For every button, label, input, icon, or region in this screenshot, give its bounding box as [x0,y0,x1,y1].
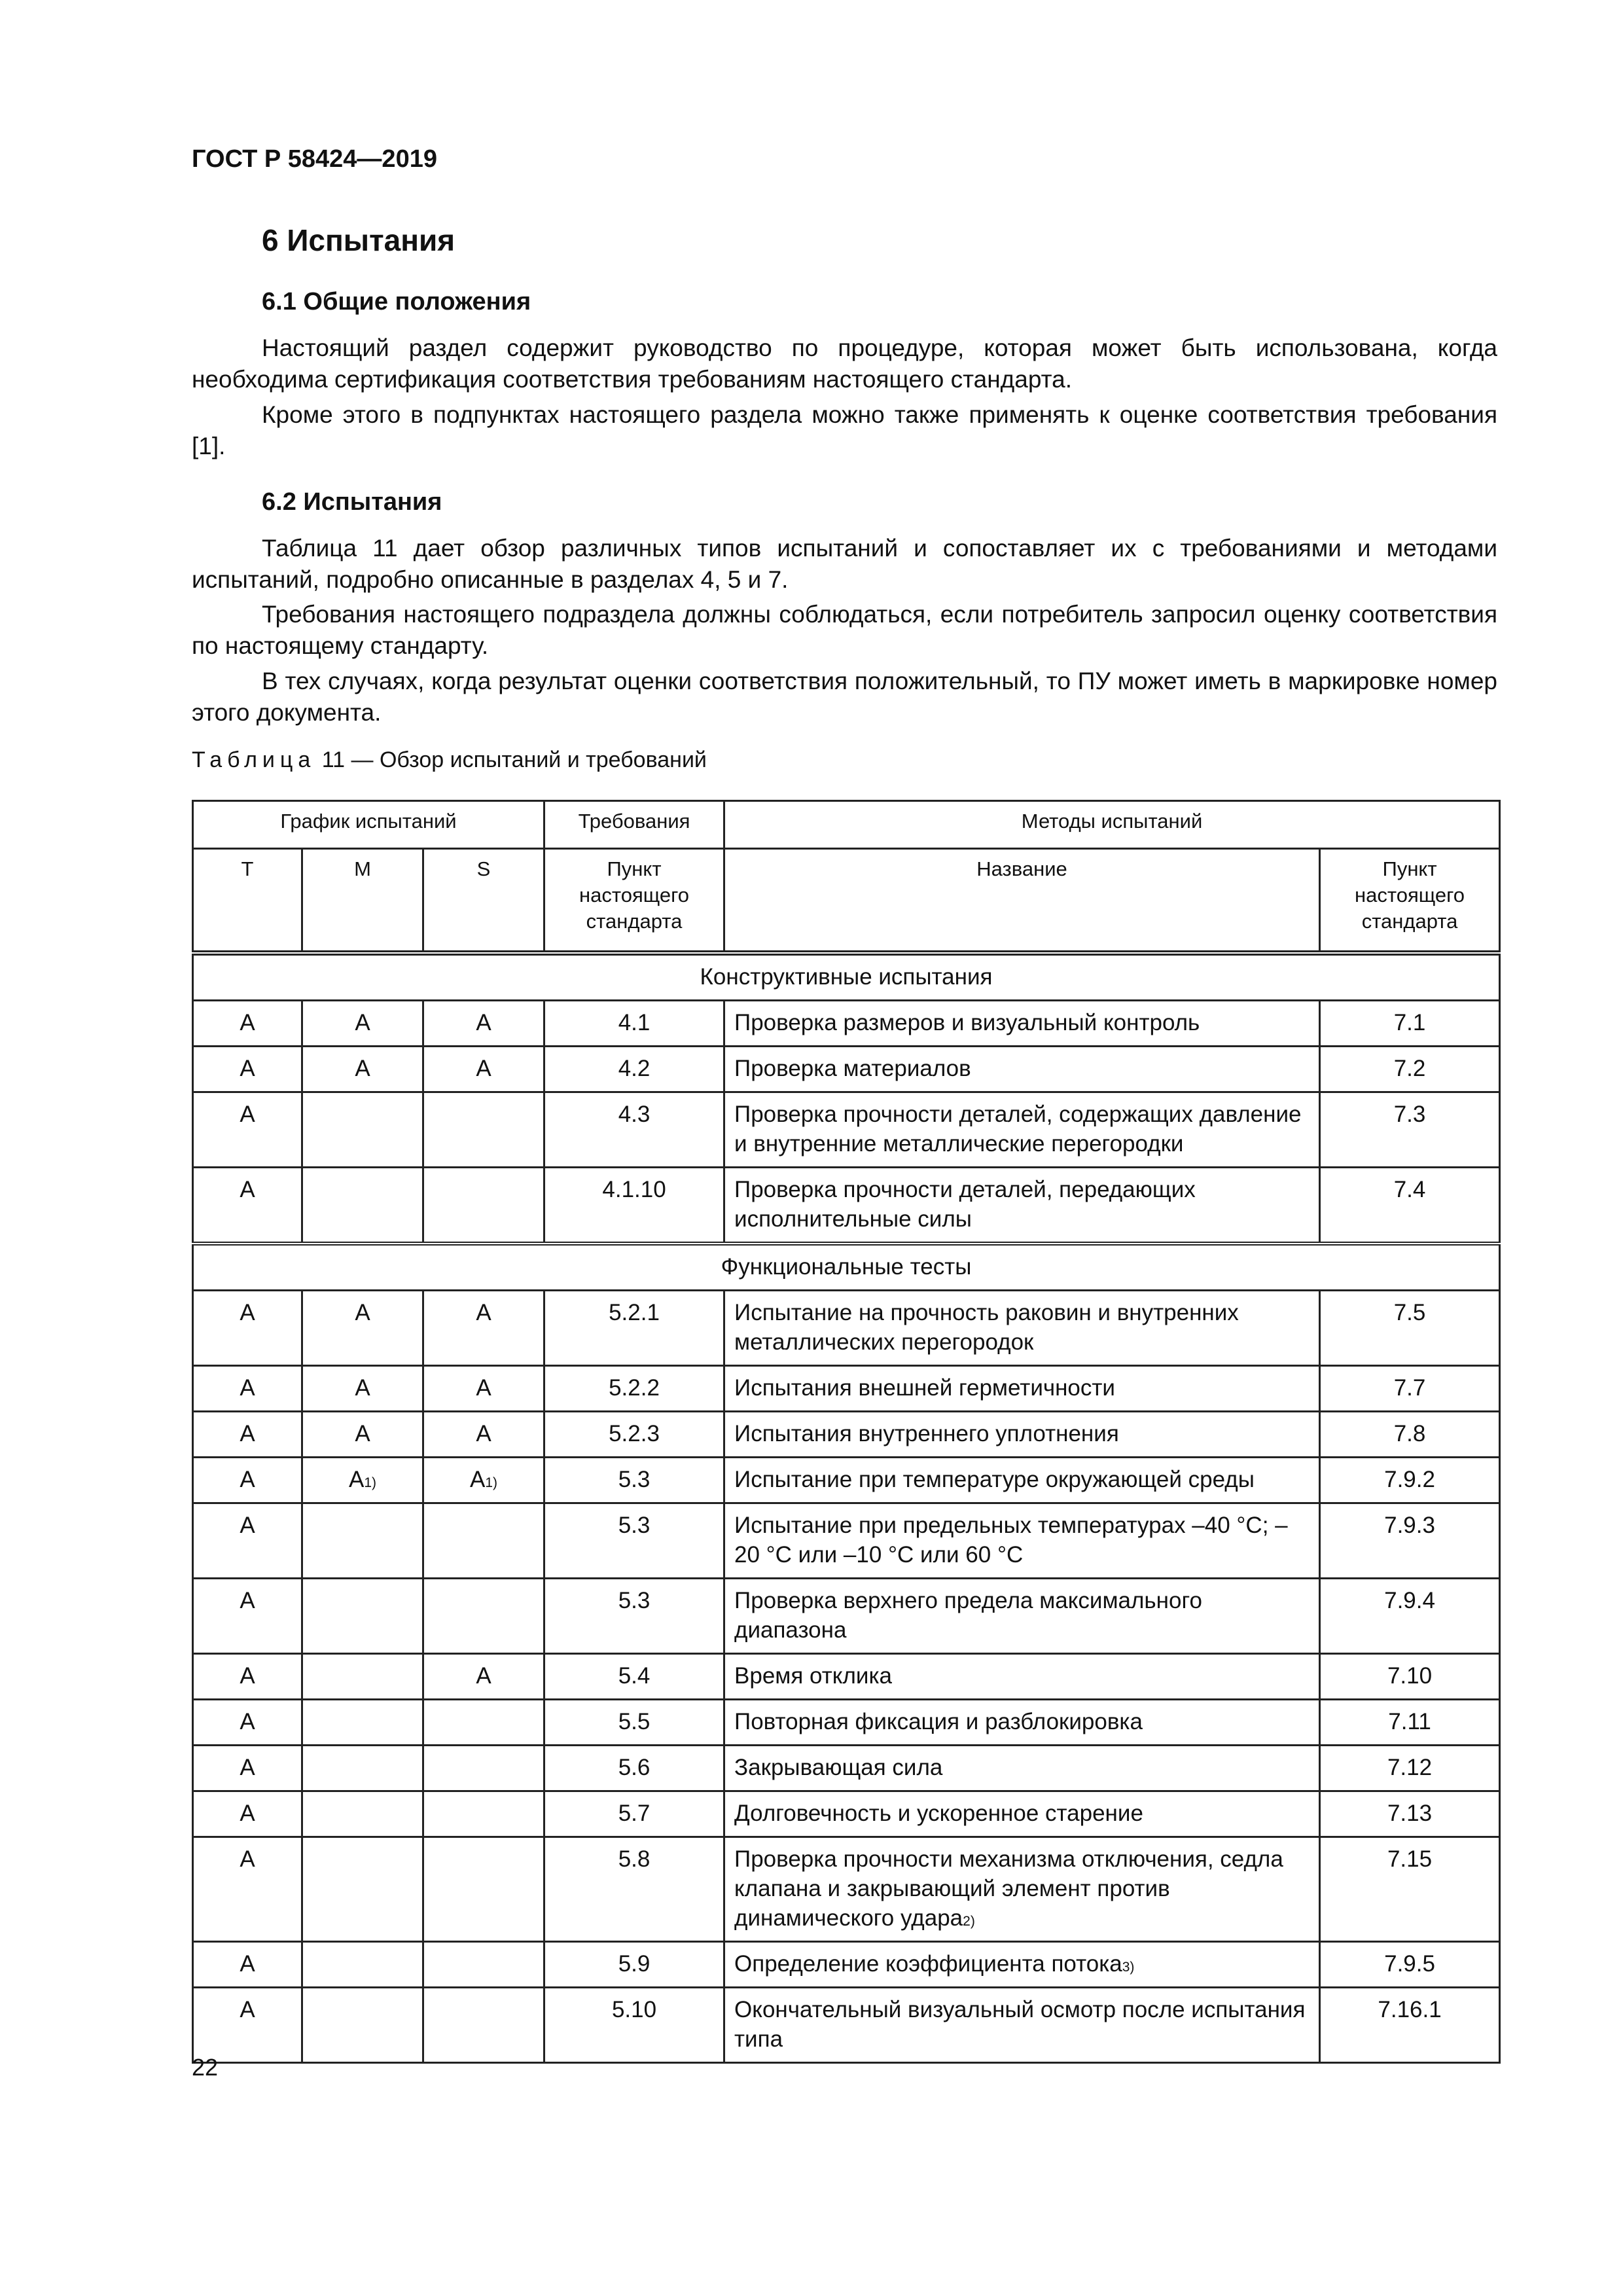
cell-method-clause [1320,1791,1500,1837]
cell-method-clause [1320,1047,1500,1092]
cell-method-clause-text: 7.16.1 [1378,1997,1442,2022]
cell-t-text: A [240,1588,255,1613]
cell-m-text: A [355,1375,370,1401]
table-row [193,1458,1500,1503]
cell-m-text: A [348,1467,365,1492]
footnote-ref: 2) [963,1914,975,1929]
cell-method-clause-text: 7.15 [1387,1846,1433,1872]
table-caption [192,747,707,773]
cell-m [302,1942,423,1988]
header-m: M [302,849,423,954]
cell-s [423,1412,544,1458]
cell-m [302,1458,423,1503]
header-schedule: График испытаний [193,801,544,849]
cell-req-clause-text: 5.3 [618,1513,651,1538]
cell-req-clause-text: 5.6 [618,1755,651,1780]
table-row [193,1291,1500,1366]
cell-name [724,1791,1320,1837]
table-group-row [193,1244,1500,1291]
cell-s [423,1988,544,2063]
cell-t-text: A [240,1056,255,1081]
cell-t [193,1092,302,1168]
cell-t [193,1458,302,1503]
paragraph: Таблица 11 дает обзор различных типов испытаний и сопоставляет их с требованиями и методами испытаний, подробно описанные в разделах 4, 5 и 7. [192,535,1497,593]
cell-name-text: Закрывающая сила [734,1755,943,1780]
cell-method-clause-text: 7.12 [1387,1755,1433,1780]
cell-name-text: Проверка прочности механизма отключения, седла клапана и закрывающий элемент против динамического удара [734,1846,1283,1931]
cell-t [193,1791,302,1837]
table-row [193,1988,1500,2063]
cell-req-clause-text: 5.2.3 [609,1421,660,1446]
cell-name-text: Испытание при температуре окружающей среды [734,1467,1255,1492]
cell-method-clause-text: 7.11 [1388,1709,1431,1734]
cell-m [302,1047,423,1092]
cell-t [193,1366,302,1412]
cell-name [724,1700,1320,1746]
cell-method-clause [1320,1579,1500,1654]
cell-s [423,1700,544,1746]
cell-req-clause [544,1579,724,1654]
cell-s-text: A [476,1010,491,1035]
footnote-ref: 1) [364,1475,377,1490]
table-row [193,1837,1500,1942]
cell-s [423,1791,544,1837]
cell-req-clause-text: 5.2.1 [609,1300,660,1325]
cell-req-clause-text: 5.7 [618,1801,651,1826]
subsection-title-6-2: 6.2 Испытания [262,488,442,516]
paragraph: В тех случаях, когда результат оценки соответствия положительный, то ПУ может иметь в маркировке номер этого документа. [192,668,1497,726]
cell-req-clause-text: 5.2.2 [609,1375,660,1401]
cell-method-clause-text: 7.9.5 [1384,1951,1435,1977]
cell-m [302,1700,423,1746]
cell-method-clause [1320,1746,1500,1791]
cell-req-clause-text: 4.1.10 [602,1177,666,1202]
table-row [193,1412,1500,1458]
cell-t [193,1001,302,1047]
cell-s [423,1291,544,1366]
cell-t-text: A [240,1663,255,1689]
cell-t [193,1291,302,1366]
cell-t-text: A [240,1300,255,1325]
paragraph: Настоящий раздел содержит руководство по процедуре, которая может быть использована, когда необходима сертификация соответствия требованиям настоящего стандарта. [192,334,1497,393]
cell-method-clause-text: 7.5 [1393,1300,1426,1325]
cell-method-clause-text: 7.4 [1393,1177,1426,1202]
cell-req-clause [544,1047,724,1092]
cell-t [193,1942,302,1988]
cell-req-clause [544,1458,724,1503]
cell-method-clause-text: 7.9.2 [1384,1467,1435,1492]
cell-req-clause-text: 5.3 [618,1588,651,1613]
cell-t-text: A [240,1177,255,1202]
cell-name [724,1291,1320,1366]
cell-method-clause-text: 7.1 [1393,1010,1426,1035]
cell-s [423,1458,544,1503]
cell-method-clause [1320,1168,1500,1244]
cell-name-text: Окончательный визуальный осмотр после испытания типа [734,1997,1306,2052]
cell-t [193,1746,302,1791]
cell-t-text: A [240,1421,255,1446]
cell-m [302,1791,423,1837]
cell-name [724,1654,1320,1700]
paragraph: Кроме этого в подпунктах настоящего раздела можно также применять к оценке соответствия требования [1]. [192,401,1497,459]
cell-method-clause [1320,1001,1500,1047]
header-req-clause: Пункт настоящего стандарта [544,849,724,954]
cell-s-text: A [476,1375,491,1401]
page-number: 22 [192,2054,219,2081]
cell-req-clause-text: 5.3 [618,1467,651,1492]
table-row [193,1942,1500,1988]
cell-name-text: Испытание при предельных температурах –40 °C; –20 °C или –10 °C или 60 °C [734,1513,1288,1568]
cell-req-clause [544,1654,724,1700]
cell-method-clause [1320,1458,1500,1503]
cell-t [193,1579,302,1654]
cell-req-clause [544,1791,724,1837]
cell-t-text: A [240,1513,255,1538]
cell-name-text: Определение коэффициента потока [734,1951,1122,1977]
cell-m [302,1291,423,1366]
tests-table [192,800,1501,2064]
table-row [193,1001,1500,1047]
cell-req-clause [544,1942,724,1988]
cell-t-text: A [240,1102,255,1127]
cell-s [423,1746,544,1791]
cell-method-clause [1320,1654,1500,1700]
cell-name [724,1047,1320,1092]
cell-t [193,1503,302,1579]
cell-method-clause-text: 7.3 [1393,1102,1426,1127]
footnote-ref: 3) [1122,1960,1135,1975]
header-method-clause: Пункт настоящего стандарта [1320,849,1500,954]
cell-name-text: Проверка прочности деталей, передающих исполнительные силы [734,1177,1196,1232]
cell-m [302,1654,423,1700]
cell-req-clause [544,1001,724,1047]
cell-s [423,1942,544,1988]
cell-s-text: A [476,1663,491,1689]
subsection-title-6-1: 6.1 Общие положения [262,288,531,315]
cell-method-clause [1320,1503,1500,1579]
cell-req-clause [544,1366,724,1412]
table-group-row [193,953,1500,1001]
cell-s [423,1579,544,1654]
cell-req-clause-text: 5.8 [618,1846,651,1872]
cell-name-text: Испытания внутреннего уплотнения [734,1421,1119,1446]
cell-method-clause-text: 7.2 [1393,1056,1426,1081]
cell-m [302,1092,423,1168]
cell-s-text: A [476,1056,491,1081]
cell-name [724,1503,1320,1579]
cell-method-clause [1320,1700,1500,1746]
table-group-title: Функциональные тесты [193,1244,1500,1291]
table-body [193,953,1500,2063]
header-methods: Методы испытаний [724,801,1500,849]
cell-t-text: A [240,1755,255,1780]
cell-method-clause [1320,1988,1500,2063]
cell-name-text: Проверка размеров и визуальный контроль [734,1010,1200,1035]
table-caption-word: Таблица [192,747,316,772]
table-row [193,1503,1500,1579]
table-header-row [193,801,1500,849]
header-name: Название [724,849,1320,954]
table-row [193,1700,1500,1746]
cell-name-text: Проверка прочности деталей, содержащих давление и внутренние металлические перегородки [734,1102,1302,1157]
table-subheader-row [193,849,1500,954]
cell-name-text: Долговечность и ускоренное старение [734,1801,1143,1826]
cell-t-text: A [240,1010,255,1035]
cell-t-text: A [240,1951,255,1977]
cell-t [193,1168,302,1244]
cell-req-clause [544,1092,724,1168]
cell-s-text: A [469,1467,486,1492]
cell-s [423,1654,544,1700]
cell-method-clause [1320,1942,1500,1988]
cell-t-text: A [240,1846,255,1872]
cell-method-clause [1320,1092,1500,1168]
paragraph: Требования настоящего подраздела должны соблюдаться, если потребитель запросил оценку соответствия по настоящему стандарту. [192,601,1497,659]
cell-method-clause-text: 7.9.3 [1384,1513,1435,1538]
cell-req-clause-text: 5.4 [618,1663,651,1689]
cell-t [193,1412,302,1458]
cell-req-clause-text: 4.2 [618,1056,651,1081]
cell-m-text: A [355,1056,370,1081]
cell-m [302,1366,423,1412]
cell-m [302,1412,423,1458]
cell-method-clause [1320,1366,1500,1412]
cell-req-clause [544,1503,724,1579]
cell-t-text: A [240,1375,255,1401]
cell-m [302,1837,423,1942]
table-group-title: Конструктивные испытания [193,953,1500,1001]
cell-method-clause-text: 7.8 [1393,1421,1426,1446]
header-s: S [423,849,544,954]
cell-name-text: Время отклика [734,1663,892,1689]
table-caption-text: 11 — Обзор испытаний и требований [321,747,707,772]
cell-req-clause-text: 5.10 [611,1997,657,2022]
table-row [193,1579,1500,1654]
cell-req-clause-text: 4.3 [618,1102,651,1127]
footnote-ref: 1) [485,1475,498,1490]
cell-name [724,1746,1320,1791]
cell-m [302,1579,423,1654]
cell-method-clause-text: 7.13 [1387,1801,1433,1826]
cell-method-clause-text: 7.9.4 [1384,1588,1435,1613]
cell-name [724,1001,1320,1047]
cell-req-clause [544,1412,724,1458]
cell-req-clause [544,1700,724,1746]
cell-req-clause-text: 5.9 [618,1951,651,1977]
cell-method-clause [1320,1412,1500,1458]
cell-method-clause-text: 7.7 [1393,1375,1426,1401]
cell-name [724,1942,1320,1988]
cell-name [724,1168,1320,1244]
cell-name-text: Повторная фиксация и разблокировка [734,1709,1143,1734]
cell-name [724,1837,1320,1942]
cell-req-clause-text: 5.5 [618,1709,651,1734]
cell-req-clause [544,1837,724,1942]
header-requirements: Требования [544,801,724,849]
cell-name [724,1579,1320,1654]
cell-name-text: Проверка материалов [734,1056,971,1081]
cell-req-clause [544,1168,724,1244]
cell-method-clause [1320,1291,1500,1366]
cell-t-text: A [240,1467,255,1492]
table-row [193,1366,1500,1412]
table-row [193,1168,1500,1244]
document-code: ГОСТ Р 58424—2019 [192,145,437,173]
cell-m [302,1988,423,2063]
cell-t [193,1988,302,2063]
table-row [193,1092,1500,1168]
cell-name [724,1458,1320,1503]
cell-s [423,1047,544,1092]
cell-m [302,1001,423,1047]
table-row [193,1746,1500,1791]
cell-name [724,1092,1320,1168]
cell-s [423,1837,544,1942]
cell-m-text: A [355,1010,370,1035]
table-row [193,1047,1500,1092]
cell-t [193,1837,302,1942]
cell-s [423,1168,544,1244]
cell-s-text: A [476,1300,491,1325]
table-row [193,1654,1500,1700]
cell-s [423,1001,544,1047]
cell-s [423,1503,544,1579]
cell-name [724,1412,1320,1458]
cell-t-text: A [240,1801,255,1826]
cell-m-text: A [355,1421,370,1446]
cell-t-text: A [240,1997,255,2022]
cell-m [302,1503,423,1579]
cell-name-text: Испытание на прочность раковин и внутренних металлических перегородок [734,1300,1239,1355]
cell-req-clause-text: 4.1 [618,1010,651,1035]
cell-name [724,1366,1320,1412]
cell-req-clause [544,1988,724,2063]
cell-t [193,1047,302,1092]
cell-name-text: Проверка верхнего предела максимального диапазона [734,1588,1202,1643]
cell-s [423,1366,544,1412]
cell-t-text: A [240,1709,255,1734]
section-title: 6 Испытания [262,223,455,257]
cell-name [724,1988,1320,2063]
cell-name-text: Испытания внешней герметичности [734,1375,1115,1401]
cell-method-clause [1320,1837,1500,1942]
cell-s-text: A [476,1421,491,1446]
cell-m [302,1168,423,1244]
cell-s [423,1092,544,1168]
cell-req-clause [544,1746,724,1791]
table-row [193,1791,1500,1837]
header-t: T [193,849,302,954]
cell-t [193,1654,302,1700]
cell-t [193,1700,302,1746]
cell-req-clause [544,1291,724,1366]
cell-m [302,1746,423,1791]
cell-method-clause-text: 7.10 [1387,1663,1433,1689]
cell-m-text: A [355,1300,370,1325]
